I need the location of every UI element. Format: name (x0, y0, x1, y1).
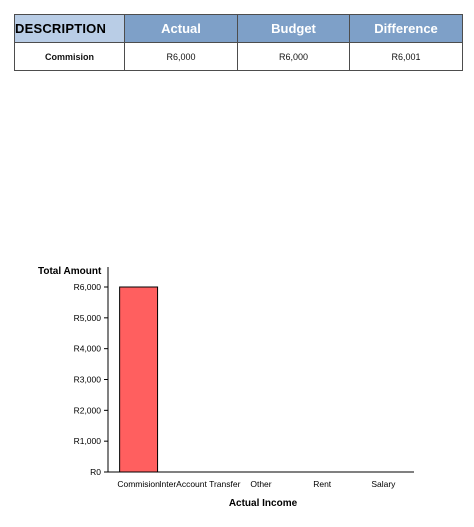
x-tick-label: Other (250, 479, 272, 489)
cell-description: Commision (15, 43, 125, 71)
y-axis-ticks (74, 282, 108, 477)
header-difference: Difference (350, 15, 463, 43)
cell-difference: R6,001 (350, 43, 463, 71)
header-description: DESCRIPTION (15, 15, 125, 43)
cell-budget: R6,000 (238, 43, 350, 71)
header-actual: Actual (125, 15, 238, 43)
y-tick-label: R0 (90, 467, 101, 477)
bar-commision (120, 287, 158, 472)
y-tick-label: R6,000 (73, 282, 101, 292)
bars (120, 287, 158, 472)
x-tick-label: Commision (117, 479, 160, 489)
y-tick-label: R5,000 (73, 312, 101, 323)
y-tick-label: R2,000 (73, 405, 101, 416)
x-tick-label: InterAccount Transfer (159, 479, 241, 489)
cell-actual: R6,000 (125, 43, 238, 71)
y-tick-label: R4,000 (73, 343, 101, 354)
y-tick-label: R1,000 (73, 436, 101, 447)
y-tick-label: R3,000 (73, 374, 101, 385)
y-axis-title: Total Amount (38, 266, 102, 277)
header-budget: Budget (238, 15, 350, 43)
x-tick-label: Rent (313, 479, 332, 489)
x-axis-labels (117, 479, 396, 489)
x-axis-title: Actual Income (228, 498, 298, 509)
x-tick-label: Salary (371, 479, 396, 489)
